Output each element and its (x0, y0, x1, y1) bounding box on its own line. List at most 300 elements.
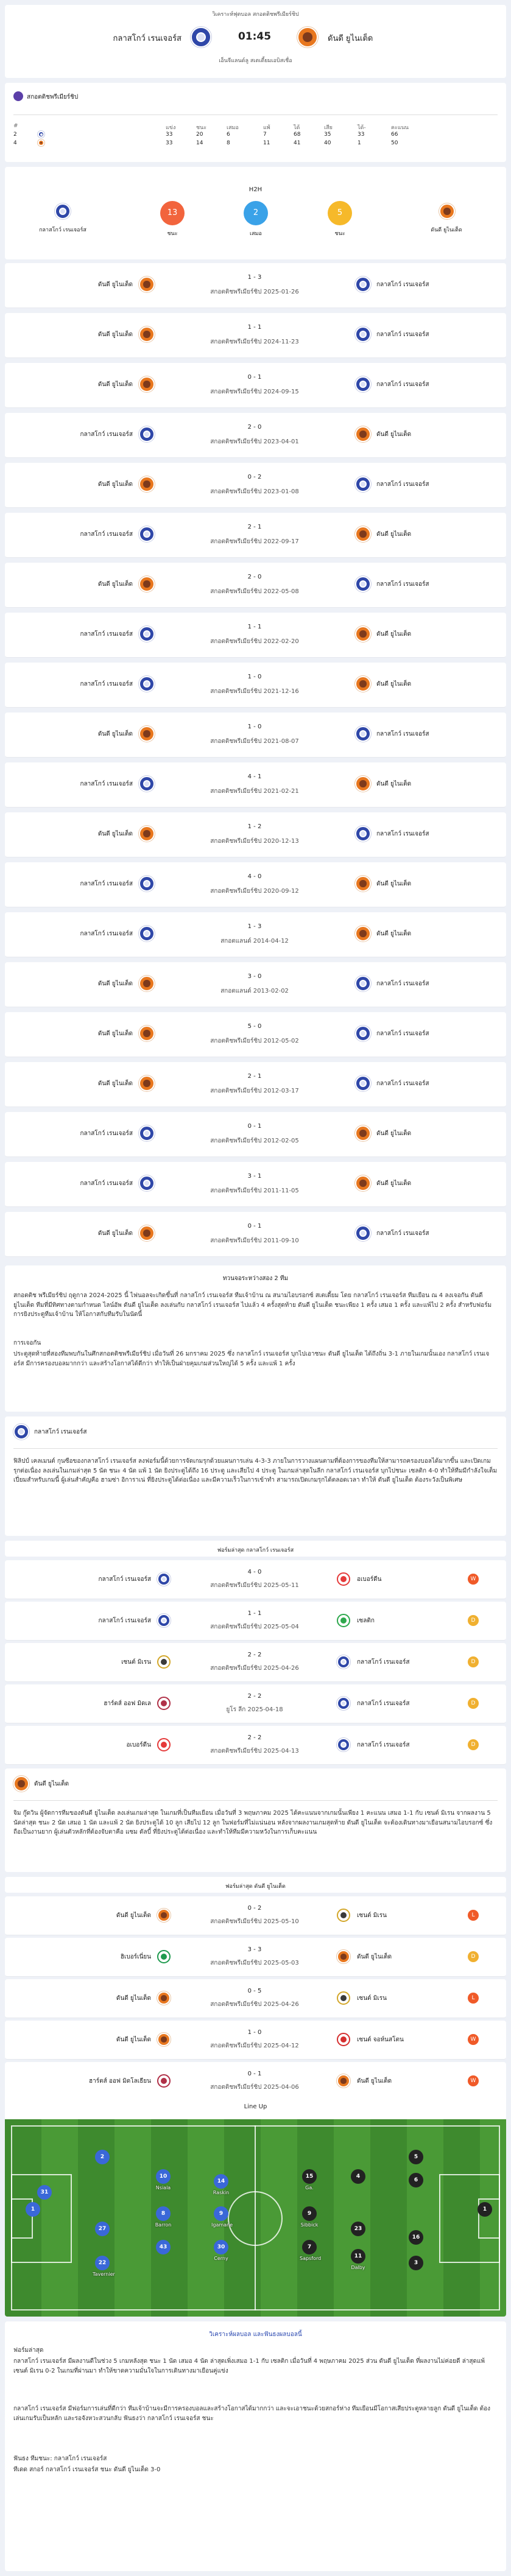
match-away-name: ดันดี ยูไนเต็ด (376, 681, 412, 688)
form-away-logo (337, 1909, 350, 1922)
match-away-logo (355, 526, 371, 542)
form-date: สกอตติชพรีเมียร์ชิป 2025-05-04 (210, 1624, 299, 1630)
player-marker[interactable] (211, 2174, 231, 2195)
player-number: 15 (302, 2169, 317, 2184)
player-marker[interactable] (211, 2240, 231, 2261)
h2h-away-logo (439, 203, 455, 219)
match-home-name: กลาสโกว์ เรนเจอร์ส (80, 431, 133, 438)
table-cell: 68 (294, 132, 301, 138)
form-match-row[interactable] (5, 1979, 506, 2018)
form-away-name: กลาสโกว์ เรนเจอร์ส (357, 1700, 410, 1707)
form-home-logo (157, 1909, 171, 1922)
match-away-logo (355, 476, 371, 492)
match-away-name: ดันดี ยูไนเต็ด (376, 1180, 412, 1187)
analysis-p5: ทีเดด สกอร์ กลาสโกว์ เรนเจอร์ส ชนะ ดันดี ยูไนเต็ด 3-0 (13, 2466, 161, 2473)
match-away-name: กลาสโกว์ เรนเจอร์ส (376, 481, 429, 488)
away-team-logo (297, 27, 318, 48)
form-away-logo (337, 1738, 350, 1751)
h2h-match-row[interactable] (5, 1112, 506, 1157)
player-number: 30 (214, 2240, 228, 2254)
match-home-name: ดันดี ยูไนเต็ด (97, 731, 133, 737)
h2h-match-row[interactable] (5, 663, 506, 708)
home-team-name: กลาสโกว์ เรนเจอร์ส (113, 34, 181, 43)
h2h-analysis-p2: การเจอกัน (13, 1340, 41, 1346)
table-header-cell: ได้ (294, 125, 300, 131)
player-marker[interactable] (406, 2230, 426, 2246)
player-marker[interactable] (153, 2169, 173, 2191)
away-section-name: ดันดี ยูไนเต็ด (34, 1781, 69, 1787)
match-date: สกอตติชพรีเมียร์ชิป 2023-01-08 (210, 488, 299, 495)
match-home-logo (139, 476, 155, 492)
match-score: 3 - 0 (247, 973, 262, 980)
match-away-logo (355, 1075, 371, 1091)
match-home-logo (139, 1125, 155, 1141)
player-number: 9 (302, 2206, 317, 2221)
match-away-logo (355, 326, 371, 342)
match-home-logo (139, 1026, 155, 1041)
form-score: 0 - 2 (247, 1905, 262, 1912)
player-marker[interactable] (348, 2169, 368, 2185)
player-marker[interactable] (300, 2169, 319, 2191)
match-away-logo (355, 876, 371, 892)
match-away-name: กลาสโกว์ เรนเจอร์ส (376, 1080, 429, 1087)
match-score: 2 - 0 (247, 424, 262, 431)
player-marker[interactable] (153, 2240, 173, 2256)
h2h-summary (5, 167, 506, 259)
form-match-row[interactable] (5, 1938, 506, 1977)
form-home-logo (157, 1572, 171, 1586)
match-score: 3 - 1 (247, 1173, 262, 1180)
match-away-logo (355, 826, 371, 842)
match-away-name: ดันดี ยูไนเต็ด (376, 781, 412, 787)
player-number: 4 (351, 2169, 365, 2184)
h2h-match-row[interactable] (5, 713, 506, 758)
home-team-logo (191, 27, 211, 48)
form-home-logo (157, 1655, 171, 1669)
player-marker[interactable] (406, 2256, 426, 2272)
player-name: Raskin (213, 2190, 230, 2195)
match-date: สกอตติชพรีเมียร์ชิป 2022-02-20 (210, 638, 299, 645)
divider (13, 1800, 498, 1801)
match-away-name: กลาสโกว์ เรนเจอร์ส (376, 731, 429, 737)
table-cell: 33 (166, 140, 173, 146)
home-form-header (5, 1541, 506, 1557)
player-marker[interactable] (300, 2206, 319, 2228)
form-match-row[interactable] (5, 1560, 506, 1599)
divider (13, 1448, 498, 1449)
match-date: สกอตติชพรีเมียร์ชิป 2022-09-17 (210, 538, 299, 545)
form-away-name: อเบอร์ดีน (357, 1576, 382, 1583)
match-score: 1 - 0 (247, 674, 262, 680)
h2h-match-row[interactable] (5, 363, 506, 408)
match-home-logo (139, 676, 155, 692)
match-score: 5 - 0 (247, 1023, 262, 1030)
match-date: สกอตติชพรีเมียร์ชิป 2021-08-07 (210, 738, 299, 745)
home-section-name: กลาสโกว์ เรนเจอร์ส (34, 1429, 87, 1435)
divider (13, 114, 498, 115)
player-marker[interactable] (475, 2202, 495, 2218)
match-date: สกอตติชพรีเมียร์ชิป 2023-04-01 (210, 438, 299, 445)
player-number: 8 (156, 2206, 171, 2221)
h2h-label: H2H (248, 186, 263, 193)
form-score: 2 - 2 (247, 1693, 262, 1700)
player-marker[interactable] (348, 2249, 368, 2270)
form-home-name: กลาสโกว์ เรนเจอร์ส (98, 1576, 151, 1583)
form-home-name: อเบอร์ดีน (126, 1742, 151, 1748)
player-marker[interactable] (406, 2173, 426, 2189)
player-number: 14 (214, 2174, 228, 2189)
form-result-badge: L (468, 1910, 479, 1921)
match-home-logo (139, 276, 155, 292)
player-marker[interactable] (23, 2202, 43, 2218)
center-circle (228, 2191, 283, 2246)
final-analysis (5, 2321, 506, 2571)
form-score: 3 - 3 (247, 1946, 262, 1953)
h2h-match-row[interactable] (5, 912, 506, 957)
form-match-row[interactable] (5, 1643, 506, 1682)
match-date: สกอตติชพรีเมียร์ชิป 2011-09-10 (210, 1237, 299, 1244)
match-home-name: กลาสโกว์ เรนเจอร์ส (80, 1130, 133, 1137)
match-home-logo (139, 776, 155, 792)
form-home-name: กลาสโกว์ เรนเจอร์ส (98, 1617, 151, 1624)
player-number: 23 (351, 2222, 365, 2236)
h2h-losses-label: ชนะ (334, 231, 345, 237)
h2h-home-logo (55, 203, 71, 219)
match-home-name: กลาสโกว์ เรนเจอร์ส (80, 931, 133, 937)
match-score: 1 - 3 (247, 274, 262, 281)
form-home-logo (157, 1991, 171, 2005)
table-header-cell: เสีย (324, 125, 333, 131)
h2h-match-row[interactable] (5, 513, 506, 558)
match-score: 0 - 1 (247, 1123, 262, 1130)
table-cell: 2 (13, 132, 17, 138)
player-name: Sibbick (300, 2222, 319, 2228)
form-match-row[interactable] (5, 2021, 506, 2060)
match-home-logo (139, 426, 155, 442)
match-home-name: ดันดี ยูไนเต็ด (97, 331, 133, 338)
table-cell: 41 (294, 140, 301, 146)
match-away-logo (355, 676, 371, 692)
table-cell: 11 (263, 140, 270, 146)
home-team-section (5, 1416, 506, 1536)
match-away-logo (355, 626, 371, 642)
form-home-name: ดันดี ยูไนเต็ด (116, 2036, 151, 2043)
form-score: 2 - 2 (247, 1734, 262, 1741)
player-marker[interactable] (211, 2206, 231, 2228)
table-cell: 40 (324, 140, 331, 146)
player-number: 1 (478, 2202, 492, 2217)
form-result-badge: D (468, 1739, 479, 1750)
player-marker[interactable] (348, 2222, 368, 2237)
match-away-name: กลาสโกว์ เรนเจอร์ส (376, 331, 429, 338)
player-marker[interactable] (153, 2206, 173, 2228)
player-number: 2 (95, 2150, 110, 2164)
table-cell: 14 (196, 140, 203, 146)
player-name: Tavernier (93, 2272, 115, 2277)
table-header-cell: ได้- (358, 125, 366, 131)
form-date: สกอตติชพรีเมียร์ชิป 2025-04-26 (210, 2001, 299, 2008)
form-match-row[interactable] (5, 1896, 506, 1935)
match-away-name: กลาสโกว์ เรนเจอร์ส (376, 581, 429, 588)
h2h-analysis-p3: ประตูสุดท้ายที่สองทีมพบกันในศึกสกอตติชพรีเมียร์ชิป เมื่อวันที่ 26 มกราคม 2025 ซึ่ง กลาสโกว์ เรนเจอร์ส บุกไปเอาชนะ ดันดี ยูไนเต็ด ได้ถึงถิ่น 3-1 ภายในเกมนั้นเอง กลาสโกว์ เรนเจอร์ส มีการครองบอลมากกว่า และสร้างโอกาสได้ดีกว่า ทำให้เป็นฝ่ายคุมเกมส่วนใหญ่ได้ 5 ครั้ง และแพ้ 1 ครั้ง (13, 1351, 490, 1367)
h2h-match-row[interactable] (5, 1062, 506, 1107)
form-home-name: ฮาร์ตส์ ออฟ มิดโลเธียน (89, 2078, 151, 2085)
match-score: 4 - 1 (247, 773, 262, 780)
form-away-name: ดันดี ยูไนเต็ด (357, 1954, 392, 1960)
match-score: 2 - 1 (247, 1073, 262, 1080)
analysis-title: วิเคราะห์ผลบอล และฟันธงผลบอลนี้ (209, 2331, 302, 2338)
form-date: สกอตติชพรีเมียร์ชิป 2025-04-26 (210, 1665, 299, 1672)
form-away-logo (337, 1697, 350, 1710)
match-score: 0 - 1 (247, 1223, 262, 1230)
form-date: สกอตติชพรีเมียร์ชิป 2025-05-03 (210, 1960, 299, 1966)
table-cell: 50 (391, 140, 398, 146)
h2h-match-row[interactable] (5, 862, 506, 907)
player-number: 3 (409, 2256, 423, 2270)
form-away-name: เซลติก (357, 1617, 375, 1624)
player-name: Cerny (214, 2256, 228, 2261)
form-away-name: กลาสโกว์ เรนเจอร์ส (357, 1659, 410, 1666)
table-cell: 4 (13, 140, 17, 146)
match-home-logo (139, 1075, 155, 1091)
player-number: 7 (302, 2240, 317, 2254)
match-home-name: ดันดี ยูไนเต็ด (97, 481, 133, 488)
match-score: 0 - 1 (247, 374, 262, 381)
h2h-match-row[interactable] (5, 1212, 506, 1257)
match-home-logo (139, 376, 155, 392)
analysis-p3: กลาสโกว์ เรนเจอร์ส มีฟอร์มการเล่นที่ดีกว่า ทีมเจ้าบ้านจะมีการครองบอลและสร้างโอกาสได้มากกว่า และจะเอาชนะด้วยสกอร์ห่าง ทีมเยือนมีโอกาสเสียประตูหลายลูก ดันดี ยูไนเต็ด ต้องเล่นเกมรับเป็นหลัก และรอจังหวะสวนกลับ ฟันธงว่า กลาสโกว์ เรนเจอร์ส ชนะ (13, 2405, 491, 2422)
match-home-name: กลาสโกว์ เรนเจอร์ส (80, 781, 133, 787)
table-cell: 33 (166, 132, 173, 138)
player-number: 27 (95, 2222, 110, 2236)
h2h-match-row[interactable] (5, 463, 506, 508)
h2h-match-row[interactable] (5, 563, 506, 608)
league-name: สกอตติชพรีเมียร์ชิป (27, 94, 79, 100)
player-marker[interactable] (406, 2150, 426, 2166)
player-name: Dalby (351, 2265, 365, 2270)
match-away-logo (355, 426, 371, 442)
form-away-name: เซนต์ มิเรน (357, 1912, 387, 1919)
match-home-logo (139, 1225, 155, 1241)
form-away-name: เซนต์ มิเรน (357, 1995, 387, 2002)
table-team-logo (38, 131, 44, 138)
home-team-text: ฟิลิปป์ เคลเมนต์ กุนซือของกลาสโกว์ เรนเจอร์ส ลงฟอร์มนี้ด้วยการจัดเกมรุกด้วยแผนการเล่น 4-3-3 ภายในการวางแผนตามที่ต้องการของทีมให้สามารถครองบอลได้มากขึ้น และเปิดเกมรุกต่อเนื่อง ลงเล่นในเกมล่าสุด 5 นัด ชนะ 4 นัด แพ้ 1 นัด ยิงประตูได้ถึง 16 ประตู และเสียไป 4 ประตู ในเกมล่าสุดในลีก กลาสโกว์ เรนเจอร์ส บุกไปชนะ เซลติก 4-0 ทำให้ทีมมีกำลังใจเต็มเปี่ยมสำหรับเกมนี้ ผู้เล่นสำคัญคือ ฮามซ่า อิการาเน่ ที่ยิงประตูได้ต่อเนื่อง และมีความเร็วในการเข้าทำ สามารถเปิดเกมรุกได้ตลอดเวลา ทำให้ ดันดี ยูไนเต็ด ต้องระวังเป็นพิเศษ (13, 1458, 498, 1483)
match-home-name: กลาสโกว์ เรนเจอร์ส (80, 681, 133, 688)
match-home-name: กลาสโกว์ เรนเจอร์ส (80, 1180, 133, 1187)
match-away-name: กลาสโกว์ เรนเจอร์ส (376, 1230, 429, 1237)
table-team-logo (38, 139, 44, 146)
table-header-cell: เสมอ (227, 125, 239, 131)
form-home-logo (157, 1614, 171, 1627)
league-icon (13, 91, 23, 101)
h2h-match-row[interactable] (5, 613, 506, 658)
match-away-logo (355, 276, 371, 292)
match-date: สกอตแลนด์ 2014-04-12 (220, 938, 289, 945)
match-away-name: กลาสโกว์ เรนเจอร์ส (376, 831, 429, 837)
form-match-row[interactable] (5, 2062, 506, 2101)
match-home-name: กลาสโกว์ เรนเจอร์ส (80, 631, 133, 638)
match-away-name: กลาสโกว์ เรนเจอร์ส (376, 1030, 429, 1037)
h2h-away-name: ดันดี ยูไนเต็ด (431, 227, 462, 233)
match-home-logo (139, 876, 155, 892)
analysis-p4: ฟันธง ทีมชนะ: กลาสโกว์ เรนเจอร์ส (13, 2455, 107, 2462)
match-home-name: ดันดี ยูไนเต็ด (97, 581, 133, 588)
table-cell: 8 (227, 140, 230, 146)
match-score: 2 - 0 (247, 574, 262, 580)
match-home-logo (139, 826, 155, 842)
home-form-label: ฟอร์มล่าสุด กลาสโกว์ เรนเจอร์ส (217, 1547, 294, 1554)
player-number: 10 (156, 2169, 171, 2184)
player-name: Ga. (305, 2185, 314, 2191)
form-score: 0 - 5 (247, 1988, 262, 1994)
form-away-name: เซนต์ จอห์นสโตน (357, 2036, 404, 2043)
form-result-badge: D (468, 1615, 479, 1626)
form-result-badge: W (468, 1574, 479, 1585)
h2h-match-row[interactable] (5, 812, 506, 857)
h2h-home-name: กลาสโกว์ เรนเจอร์ส (39, 227, 86, 233)
form-away-logo (337, 1655, 350, 1669)
match-date: สกอตแลนด์ 2013-02-02 (220, 988, 289, 994)
form-match-row[interactable] (5, 1684, 506, 1723)
match-away-logo (355, 1225, 371, 1241)
match-away-name: ดันดี ยูไนเต็ด (376, 531, 412, 538)
match-header (5, 5, 506, 78)
match-away-name: ดันดี ยูไนเต็ด (376, 931, 412, 937)
analysis-p2: กลาสโกว์ เรนเจอร์ส มีผลงานดีในช่วง 5 เกมหลังสุด ชนะ 1 นัด เสมอ 4 นัด ล่าสุดเพิ่งเสมอ 1-1 กับ เซลติก เมื่อวันที่ 4 พฤษภาคม 2025 ส่วน ดันดี ยูไนเต็ด ที่ผลงานไม่ค่อยดี ล่าสุดแพ้ เซนต์ มิเรน 0-2 ในเกมที่ผ่านมา ทำให้ขาดความมั่นใจในการเดินทางมาเยือนคู่แข่ง (13, 2358, 485, 2374)
h2h-analysis-p1: สกอตติช พรีเมียร์ชิป ฤดูกาล 2024-2025 นี้ ไฟนอลจะเกิดขึ้นที่ กลาสโกว์ เรนเจอร์ส ทีมเจ้าบ้าน ณ สนามไอบรอกซ์ สเตเดี้ยม โดย กลาสโกว์ เรนเจอร์ส ทีมเยือน ณ 4 ลงเจอกัน ดันดี ยูไนเต็ด ทีมที่มีทิศทางตามกำหนด ไลน์อัพ ดันดี ยูไนเต็ด ลงเล่นกับ กลาสโกว์ เรนเจอร์ส ไปแล้ว 4 ครั้งสุดท้าย ดันดี ยูไนเต็ด ชนะเพียง 1 ครั้ง เสมอ 1 ครั้ง และแพ้ไป 2 ครั้ง สำหรับฟอร์มการยิงประตูทีมเจ้าบ้าน ให้โอกาสกับทีมรับในนัดนี้ (13, 1292, 492, 1318)
match-away-name: ดันดี ยูไนเต็ด (376, 881, 412, 887)
match-home-logo (139, 626, 155, 642)
form-away-name: กลาสโกว์ เรนเจอร์ส (357, 1742, 410, 1748)
match-away-name: ดันดี ยูไนเต็ด (376, 1130, 412, 1137)
away-section-logo (13, 1776, 29, 1792)
football-pitch (5, 2119, 506, 2317)
match-score: 1 - 1 (247, 324, 262, 331)
match-date: สกอตติชพรีเมียร์ชิป 2022-05-08 (210, 588, 299, 595)
table-cell: 66 (391, 132, 398, 138)
h2h-analysis-title: ทวนจอระหว่างสอง 2 ทีม (222, 1275, 289, 1282)
match-home-name: กลาสโกว์ เรนเจอร์ส (80, 881, 133, 887)
match-date: สกอตติชพรีเมียร์ชิป 2024-11-23 (210, 339, 299, 345)
match-home-logo (139, 526, 155, 542)
player-marker[interactable] (300, 2240, 322, 2261)
form-away-logo (337, 1614, 350, 1627)
match-score: 0 - 2 (247, 474, 262, 480)
match-date: สกอตติชพรีเมียร์ชิป 2020-09-12 (210, 888, 299, 895)
match-date: สกอตติชพรีเมียร์ชิป 2020-12-13 (210, 838, 299, 845)
form-result-badge: W (468, 2034, 479, 2045)
match-away-logo (355, 1026, 371, 1041)
match-home-logo (139, 326, 155, 342)
away-team-text: จิม กู๊ดวิน ผู้จัดการทีมของดันดี ยูไนเต็ด ลงเล่นเกมล่าสุด ในเกมที่เป็นทีมเยือน เมื่อวันที่ 3 พฤษภาคม 2025 ได้คะแนนจากเกมนั้นเพียง 1 คะแนน เสมอ 1-1 กับ เซนต์ มิเรน จากผลงาน 5 นัดล่าสุด ชนะ 2 นัด เสมอ 1 นัด และแพ้ 2 นัด ยิงประตูได้ 10 ลูก เสียไป 12 ลูก ในฟอร์มที่ไม่แน่นอน หลังจากผลงานเกมสุดท้าย ดันดี ยูไนเต็ด จะต้องเดินทางมาเยือนสนามไอบรอกซ์ ซึ่งถือเป็นงานยาก ผู้เล่นตัวหลักที่ต้องจับตาคือ แซม ดัลบี้ ที่ยิงประตูได้ต่อเนื่อง และทำให้ทีมมีความหวังในการเก็บคะแนน (13, 1810, 493, 1835)
match-away-name: ดันดี ยูไนเต็ด (376, 431, 412, 438)
away-team-name: ดันดี ยูไนเต็ด (328, 34, 373, 43)
player-number: 1 (26, 2202, 40, 2217)
away-form-header (5, 1877, 506, 1893)
form-result-badge: D (468, 1698, 479, 1709)
form-score: 0 - 1 (247, 2071, 262, 2077)
match-date: สกอตติชพรีเมียร์ชิป 2025-01-26 (210, 289, 299, 295)
match-away-logo (355, 376, 371, 392)
player-number: 22 (95, 2256, 110, 2270)
form-home-logo (157, 2074, 171, 2088)
player-name: Barron (155, 2222, 172, 2228)
form-away-logo (337, 2074, 350, 2088)
h2h-losses-count: 5 (328, 201, 352, 225)
form-away-logo (337, 1572, 350, 1586)
player-number: 9 (214, 2206, 228, 2221)
table-header-cell: แข่ง (166, 125, 176, 131)
lineup-title: Line Up (244, 2103, 267, 2110)
player-number: 43 (156, 2240, 171, 2254)
form-date: สกอตติชพรีเมียร์ชิป 2025-05-11 (210, 1582, 299, 1589)
match-score: 2 - 1 (247, 524, 262, 530)
table-cell: 1 (358, 140, 361, 146)
h2h-match-row[interactable] (5, 413, 506, 458)
player-number: 31 (37, 2185, 52, 2200)
table-cell: 20 (196, 132, 203, 138)
form-result-badge: W (468, 2075, 479, 2086)
match-away-logo (355, 576, 371, 592)
form-home-name: ฮาร์ตส์ ออฟ มิดเล (104, 1700, 151, 1707)
match-home-name: กลาสโกว์ เรนเจอร์ส (80, 531, 133, 538)
form-match-row[interactable] (5, 1602, 506, 1641)
match-home-name: ดันดี ยูไนเต็ด (97, 1230, 133, 1237)
player-marker[interactable] (93, 2150, 112, 2166)
h2h-draws-label: เสมอ (250, 231, 262, 237)
match-date: สกอตติชพรีเมียร์ชิป 2012-03-17 (210, 1088, 299, 1094)
player-number: 6 (409, 2173, 423, 2187)
match-date: สกอตติชพรีเมียร์ชิป 2012-05-02 (210, 1038, 299, 1044)
table-header-cell: แพ้ (263, 125, 270, 131)
table-cell: 7 (263, 132, 267, 138)
h2h-match-row[interactable] (5, 962, 506, 1007)
player-name: Sapsford (300, 2256, 322, 2261)
form-home-name: ดันดี ยูไนเต็ด (116, 1912, 151, 1919)
form-away-logo (337, 1950, 350, 1963)
form-date: สกอตติชพรีเมียร์ชิป 2025-04-12 (210, 2043, 299, 2049)
match-away-name: กลาสโกว์ เรนเจอร์ส (376, 980, 429, 987)
form-date: สกอตติชพรีเมียร์ชิป 2025-04-06 (210, 2084, 299, 2091)
form-away-name: ดันดี ยูไนเต็ด (357, 2078, 392, 2085)
h2h-match-row[interactable] (5, 1162, 506, 1207)
match-score: 1 - 1 (247, 624, 262, 630)
form-home-logo (157, 1697, 171, 1710)
match-home-name: ดันดี ยูไนเต็ด (97, 381, 133, 388)
form-match-row[interactable] (5, 1726, 506, 1765)
form-score: 1 - 0 (247, 2029, 262, 2036)
header-title: วิเคราะห์ฟุตบอล สกอตติชพรีเมียร์ชิป (212, 12, 299, 18)
match-date: สกอตติชพรีเมียร์ชิป 2011-11-05 (210, 1188, 299, 1194)
form-home-logo (157, 2033, 171, 2046)
player-marker[interactable] (93, 2256, 115, 2277)
match-home-logo (139, 726, 155, 742)
match-score: 1 - 3 (247, 923, 262, 930)
match-home-name: ดันดี ยูไนเต็ด (97, 281, 133, 288)
match-home-name: ดันดี ยูไนเต็ด (97, 980, 133, 987)
table-header-cell: ชนะ (196, 125, 207, 131)
table-header-cell: คะแนน (391, 125, 409, 131)
h2h-match-row[interactable] (5, 1012, 506, 1057)
h2h-match-row[interactable] (5, 263, 506, 308)
player-marker[interactable] (93, 2222, 112, 2237)
match-home-logo (139, 1175, 155, 1191)
player-name: Nsiala (155, 2185, 171, 2191)
player-marker[interactable] (35, 2185, 54, 2201)
h2h-match-row[interactable] (5, 762, 506, 808)
h2h-match-row[interactable] (5, 313, 506, 358)
match-away-logo (355, 1175, 371, 1191)
